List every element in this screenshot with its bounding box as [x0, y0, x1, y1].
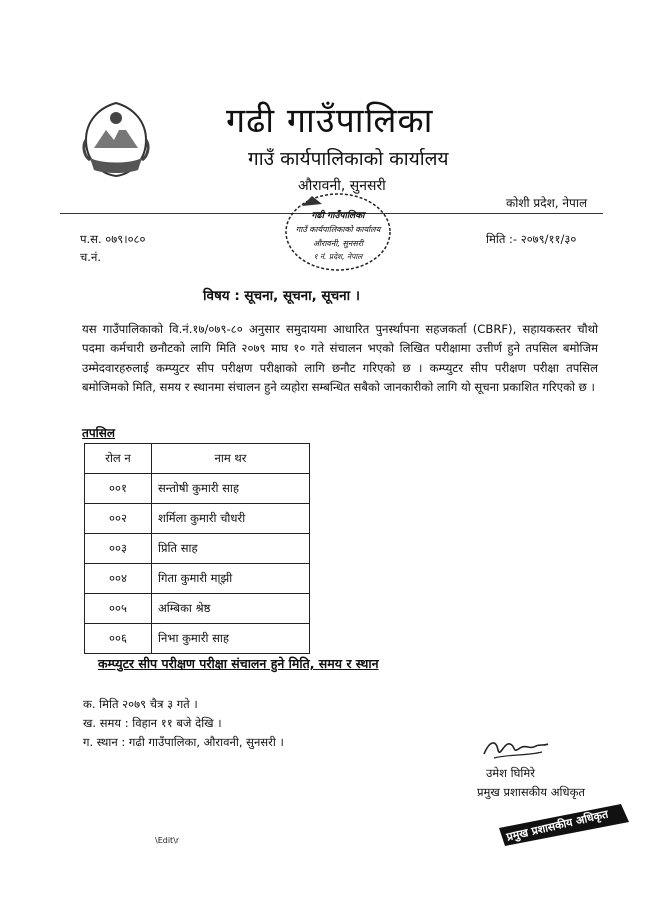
column-header-roll: रोल न [85, 444, 152, 474]
office-location: औरावनी, सुनसरी [298, 178, 386, 194]
table-header-row [85, 444, 310, 474]
office-title: गढी गाउँपालिका [226, 101, 434, 141]
name-cell: गिता कुमारी मा्झी [152, 564, 310, 594]
table-row [85, 474, 310, 504]
seal-line-1: गढी गाउँपालिका [311, 211, 365, 221]
stamp-text: प्रमुख प्रशासकीय अधिकृत [505, 807, 610, 844]
official-seal [282, 190, 394, 274]
office-province: कोशी प्रदेश, नेपाल [506, 196, 588, 210]
seal-line-2: गाउँ कार्यपालिकाको कार्यालय [295, 225, 381, 234]
candidate-table [84, 443, 310, 654]
seal-line-3: औरावनी, सुनसरी [312, 239, 364, 248]
name-cell: निभा कुमारी साह [152, 624, 310, 654]
roll-cell: ००१ [85, 474, 152, 504]
name-cell: शर्मिला कुमारी चौधरी [152, 504, 310, 534]
dispatch-number: च.नं. [80, 250, 101, 264]
seal-line-4: १ नं. प्रदेश, नेपाल [313, 252, 363, 261]
column-header-name: नाम थर [152, 444, 310, 474]
signature-mark [480, 734, 552, 762]
exam-date: क. मिति २०७९ चैत्र ३ गते । [83, 697, 198, 711]
table-row [85, 534, 310, 564]
reference-number: प.स. ०७९।०८० [80, 232, 146, 246]
roll-cell: ००२ [85, 504, 152, 534]
exam-venue: ग. स्थान : गढी गाउँपालिका, औरावनी, सुनसरी । [83, 735, 284, 749]
name-cell: अम्बिका श्रेष्ठ [152, 594, 310, 624]
details-label: तपसिल [82, 426, 116, 440]
roll-cell: ००६ [85, 624, 152, 654]
roll-cell: ००५ [85, 594, 152, 624]
exam-schedule-heading: कम्प्युटर सीप परीक्षण परीक्षा संचालन हुने मिति, समय र स्थान [98, 656, 379, 671]
table-row [85, 504, 310, 534]
roll-cell: ००३ [85, 534, 152, 564]
letter-date: मिति :- २०७९/११/३० [486, 232, 577, 246]
notice-body: यस गाउँपालिकाको वि.नं.१७/०७९-८० अनुसार समुदायमा आधारित पुनर्स्थापना सहजकर्ता (CBRF), सहायकस्तर चौथो पदमा कर्मचारी छनौटको लागि मिति २०७९ माघ १० गते संचालन भएको लिखित परीक्षामा उत्तीर्ण हुने तपसिल बमोजिम उम्मेदवारहरुलाई कम्प्युटर सीप परीक्षण परीक्षाको लागि छनौट गरिएको छ । कम्प्युटर सीप परीक्षण परीक्षा तपसिल बमोजिमको मिति, समय र स्थानमा संचालन हुने व्यहोरा सम्बन्धित सबैको जानकारीको लागि यो सूचना प्रकाशित गरिएको छ । [82, 322, 598, 394]
office-subtitle: गाउँ कार्यपालिकाको कार्यालय [248, 148, 449, 170]
table-row [85, 564, 310, 594]
name-cell: प्रिति साह [152, 534, 310, 564]
subject-line: विषय : सूचना, सूचना, सूचना । [203, 288, 360, 304]
signer-designation: प्रमुख प्रशासकीय अधिकृत [477, 785, 585, 799]
signer-name: उमेश घिमिरे [486, 766, 535, 780]
table-row [85, 594, 310, 624]
table-row [85, 624, 310, 654]
name-cell: सन्तोषी कुमारी साह [152, 474, 310, 504]
nepal-emblem-icon [80, 100, 152, 178]
roll-cell: ००४ [85, 564, 152, 594]
exam-time: ख. समय : विहान ११ बजे देखि । [83, 716, 222, 730]
footnote-mark: \Edit\r [155, 836, 180, 845]
